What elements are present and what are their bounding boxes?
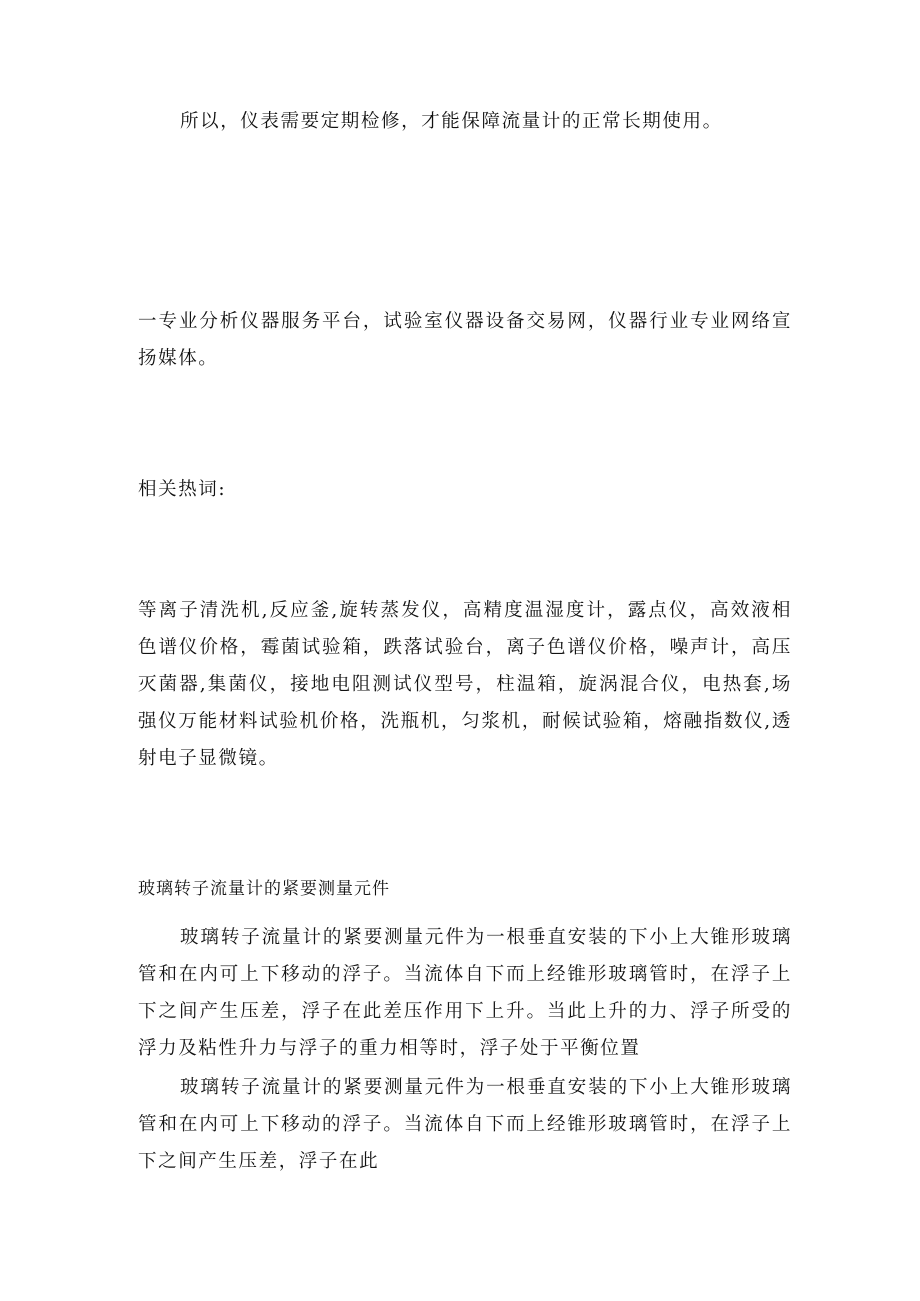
paragraph-measurement-element-1: 玻璃转子流量计的紧要测量元件为一根垂直安装的下小上大锥形玻璃管和在内可上下移动的浮子。当流体自下而上经锥形玻璃管时，在浮子上下之间产生压差，浮子在此差压作用下上升。当此上升的力、浮子所受的浮力及粘性升力与浮子的重力相等时，浮子处于平衡位置 bbox=[138, 927, 792, 1059]
section-heading: 玻璃转子流量计的紧要测量元件 bbox=[138, 879, 390, 899]
paragraph-platform-intro: 一专业分析仪器服务平台，试验室仪器设备交易网，仪器行业专业网络宣扬媒体。 bbox=[138, 311, 792, 369]
paragraph-related-keywords-label: 相关热词: bbox=[138, 479, 227, 500]
paragraph-maintenance: 所以，仪表需要定期检修，才能保障流量计的正常长期使用。 bbox=[180, 111, 723, 132]
paragraph-measurement-element-2: 玻璃转子流量计的紧要测量元件为一根垂直安装的下小上大锥形玻璃管和在内可上下移动的浮子。当流体自下而上经锥形玻璃管时，在浮子上下之间产生压差，浮子在此 bbox=[138, 1077, 792, 1172]
paragraph-related-keywords: 等离子清洗机,反应釜,旋转蒸发仪，高精度温湿度计，露点仪，高效液相色谱仪价格，霉菌试验箱，跌落试验台，离子色谱仪价格，噪声计，高压灭菌器,集菌仪，接地电阻测试仪型号，柱温箱，旋涡混合仪，电热套,场强仪万能材料试验机价格，洗瓶机，匀浆机，耐候试验箱，熔融指数仪,透射电子显微镜。 bbox=[138, 600, 792, 769]
